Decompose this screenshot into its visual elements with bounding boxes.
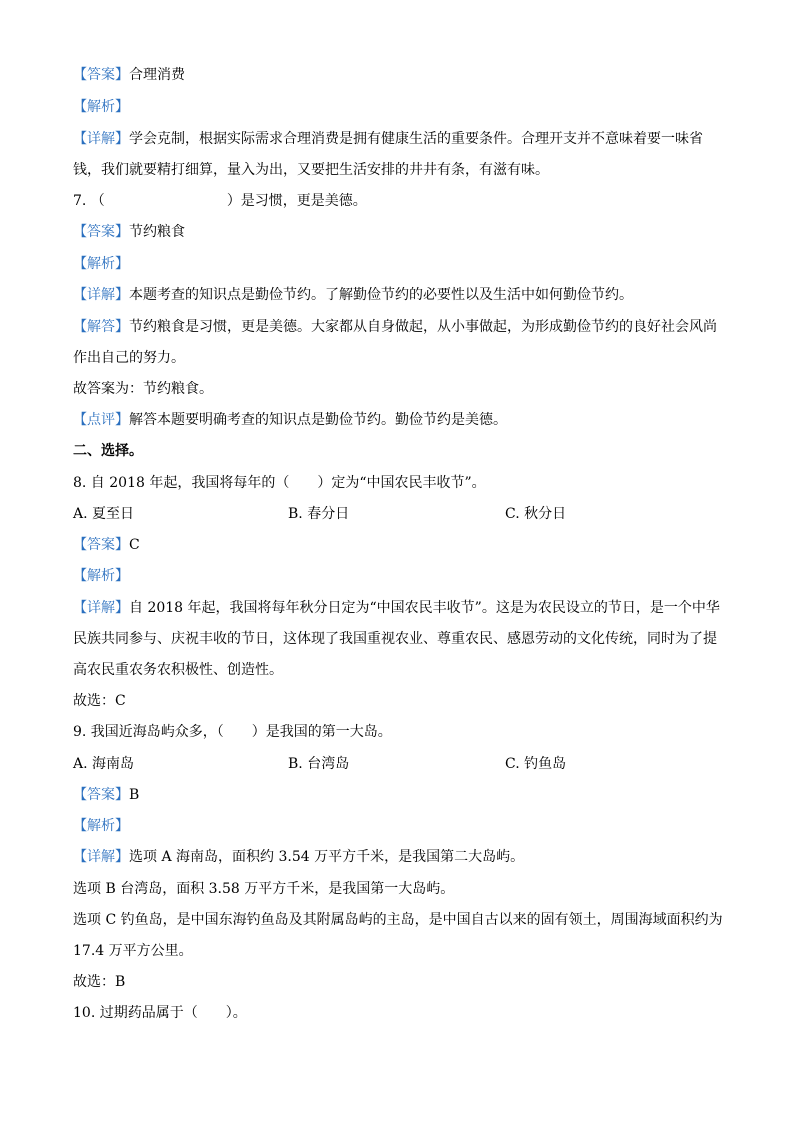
q9-option-b: B. 台湾岛 [288, 756, 350, 772]
q8-conclusion: 故选：C [73, 693, 126, 709]
answer-text: 合理消费 [129, 67, 185, 83]
q8-answer-line: 【答案】C [73, 537, 140, 553]
section-title: 二、选择。 [73, 443, 143, 459]
q9-option-b-note: 选项 B 台湾岛，面积 3.58 万平方千米，是我国第一大岛屿。 [73, 881, 455, 897]
q7-question: 7. （ ）是习惯，更是美德。 [73, 193, 367, 209]
answer-tag: 【答案】 [73, 67, 129, 83]
q8-detail-line: 【详解】自 2018 年起，我国将每年秋分日定为“中国农民丰收节”。这是为农民设立的节日，是一个中华 [73, 600, 720, 616]
q8-question: 8. 自 2018 年起，我国将每年的（ ）定为“中国农民丰收节”。 [73, 475, 486, 491]
q9-option-c-note-2: 17.4 万平方公里。 [73, 943, 193, 959]
q8-option-a: A. 夏至日 [73, 506, 135, 522]
q8-detail-line-3: 高农民重农务农积极性、创造性。 [73, 662, 283, 678]
comment-tag: 【点评】 [73, 412, 129, 428]
q6-detail-line-2: 钱，我们就要精打细算，量入为出，又要把生活安排的井井有条，有滋有味。 [73, 162, 549, 178]
q9-option-c-note: 选项 C 钓鱼岛，是中国东海钓鱼岛及其附属岛屿的主岛，是中国自古以来的固有领土，周围海域面积约为 [73, 912, 723, 928]
q6-analysis-label: 【解析】 [73, 99, 129, 115]
q7-answer-line: 【答案】节约粮食 [73, 224, 185, 240]
q7-solution-line-2: 作出自己的努力。 [73, 350, 185, 366]
q9-analysis-label: 【解析】 [73, 818, 129, 834]
q7-solution-line: 【解答】节约粮食是习惯，更是美德。大家都从自身做起，从小事做起，为形成勤俭节约的良好社会风尚 [73, 319, 717, 335]
q9-conclusion: 故选：B [73, 974, 126, 990]
q6-answer-line [73, 66, 185, 84]
q9-answer-line: 【答案】B [73, 787, 140, 803]
q8-option-c: C. 秋分日 [505, 506, 567, 522]
q7-analysis-label: 【解析】 [73, 256, 129, 272]
q8-detail-line-2: 民族共同参与、庆祝丰收的节日，这体现了我国重视农业、尊重农民、感恩劳动的文化传统，同时为了提 [73, 631, 717, 647]
q9-option-a: A. 海南岛 [73, 756, 135, 772]
q7-detail-line: 【详解】本题考查的知识点是勤俭节约。了解勤俭节约的必要性以及生活中如何勤俭节约。 [73, 287, 633, 303]
q7-comment-line: 【点评】解答本题要明确考查的知识点是勤俭节约。勤俭节约是美德。 [73, 412, 507, 428]
q8-analysis-label: 【解析】 [73, 568, 129, 584]
q8-option-b: B. 春分日 [288, 506, 350, 522]
detail-tag: 【详解】 [73, 131, 129, 147]
q9-option-c: C. 钓鱼岛 [505, 756, 567, 772]
solution-tag: 【解答】 [73, 319, 129, 335]
q9-detail-line: 【详解】选项 A 海南岛，面积约 3.54 万平方千米，是我国第二大岛屿。 [73, 849, 525, 865]
q6-detail-line: 【详解】学会克制，根据实际需求合理消费是拥有健康生活的重要条件。合理开支并不意味着要一味省 [73, 131, 703, 147]
q10-question: 10. 过期药品属于（ ）。 [73, 1005, 247, 1021]
q9-question: 9. 我国近海岛屿众多，（ ）是我国的第一大岛。 [73, 724, 392, 740]
q7-conclusion: 故答案为：节约粮食。 [73, 381, 213, 397]
